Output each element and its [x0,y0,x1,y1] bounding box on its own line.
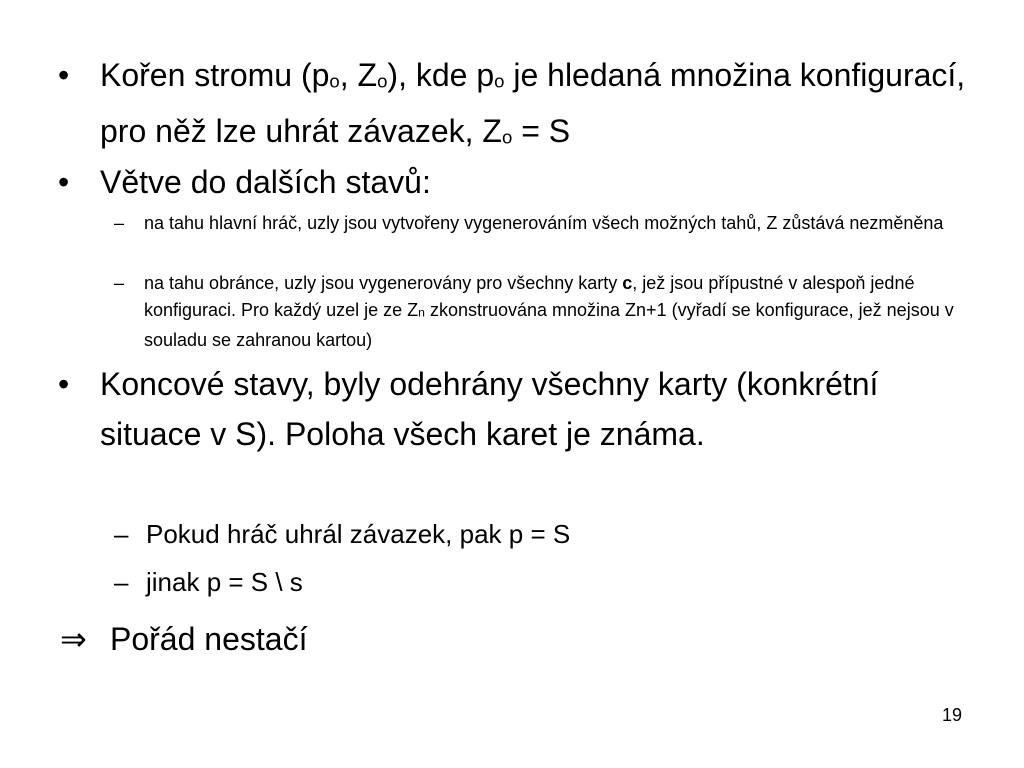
page-number: 19 [941,705,962,725]
bullet-root-of-tree [58,50,980,163]
bullet-text: Koncové stavy, byly odehrány všechny karty (konkrétní situace v S). Poloha všech karet je známa. [100,366,879,452]
conclusion [60,614,307,664]
dash-icon: – [114,567,129,597]
dash-icon: – [114,213,125,233]
sub-bullet-text: Pokud hráč uhrál závazek, pak p = S [146,519,571,549]
dash-icon: – [114,519,129,549]
implies-arrow-icon: ⇒ [60,620,87,658]
bullet-icon: • [58,366,70,402]
bullet-icon: • [58,57,70,93]
sub-bullet-otherwise [114,558,946,606]
bullet-branches [58,157,980,207]
sub-bullet-won [114,510,946,558]
sub-bullet-text: na tahu hlavní hráč, uzly jsou vytvořeny vygenerováním všech možných tahů, Z zůstává nezměněna [144,213,944,233]
sub-bullet-text: na tahu obránce, uzly jsou vygenerovány pro všechny karty c, jež jsou přípustné v alespoň jedné konfiguraci. Pro každý uzel je ze Zn zkonstruována množina Zn+1 (vyřadí se konfigurace, jež nejsou v souladu se zahranou kartou) [144,273,954,350]
bullet-icon: • [58,164,70,200]
bullet-end-states [58,359,980,459]
sub-bullet-text: jinak p = S \ s [146,567,303,597]
sub-bullet-main-player [114,210,974,237]
dash-icon: – [114,273,125,293]
sub-bullet-defender [114,270,974,354]
conclusion-text: Pořád nestačí [110,621,308,657]
bullet-text: Větve do dalších stavů: [100,164,431,200]
bullet-text: Kořen stromu (po, Zo), kde po je hledaná množina konfigurací, pro něž lze uhrát závazek, Zo = S [100,57,966,150]
